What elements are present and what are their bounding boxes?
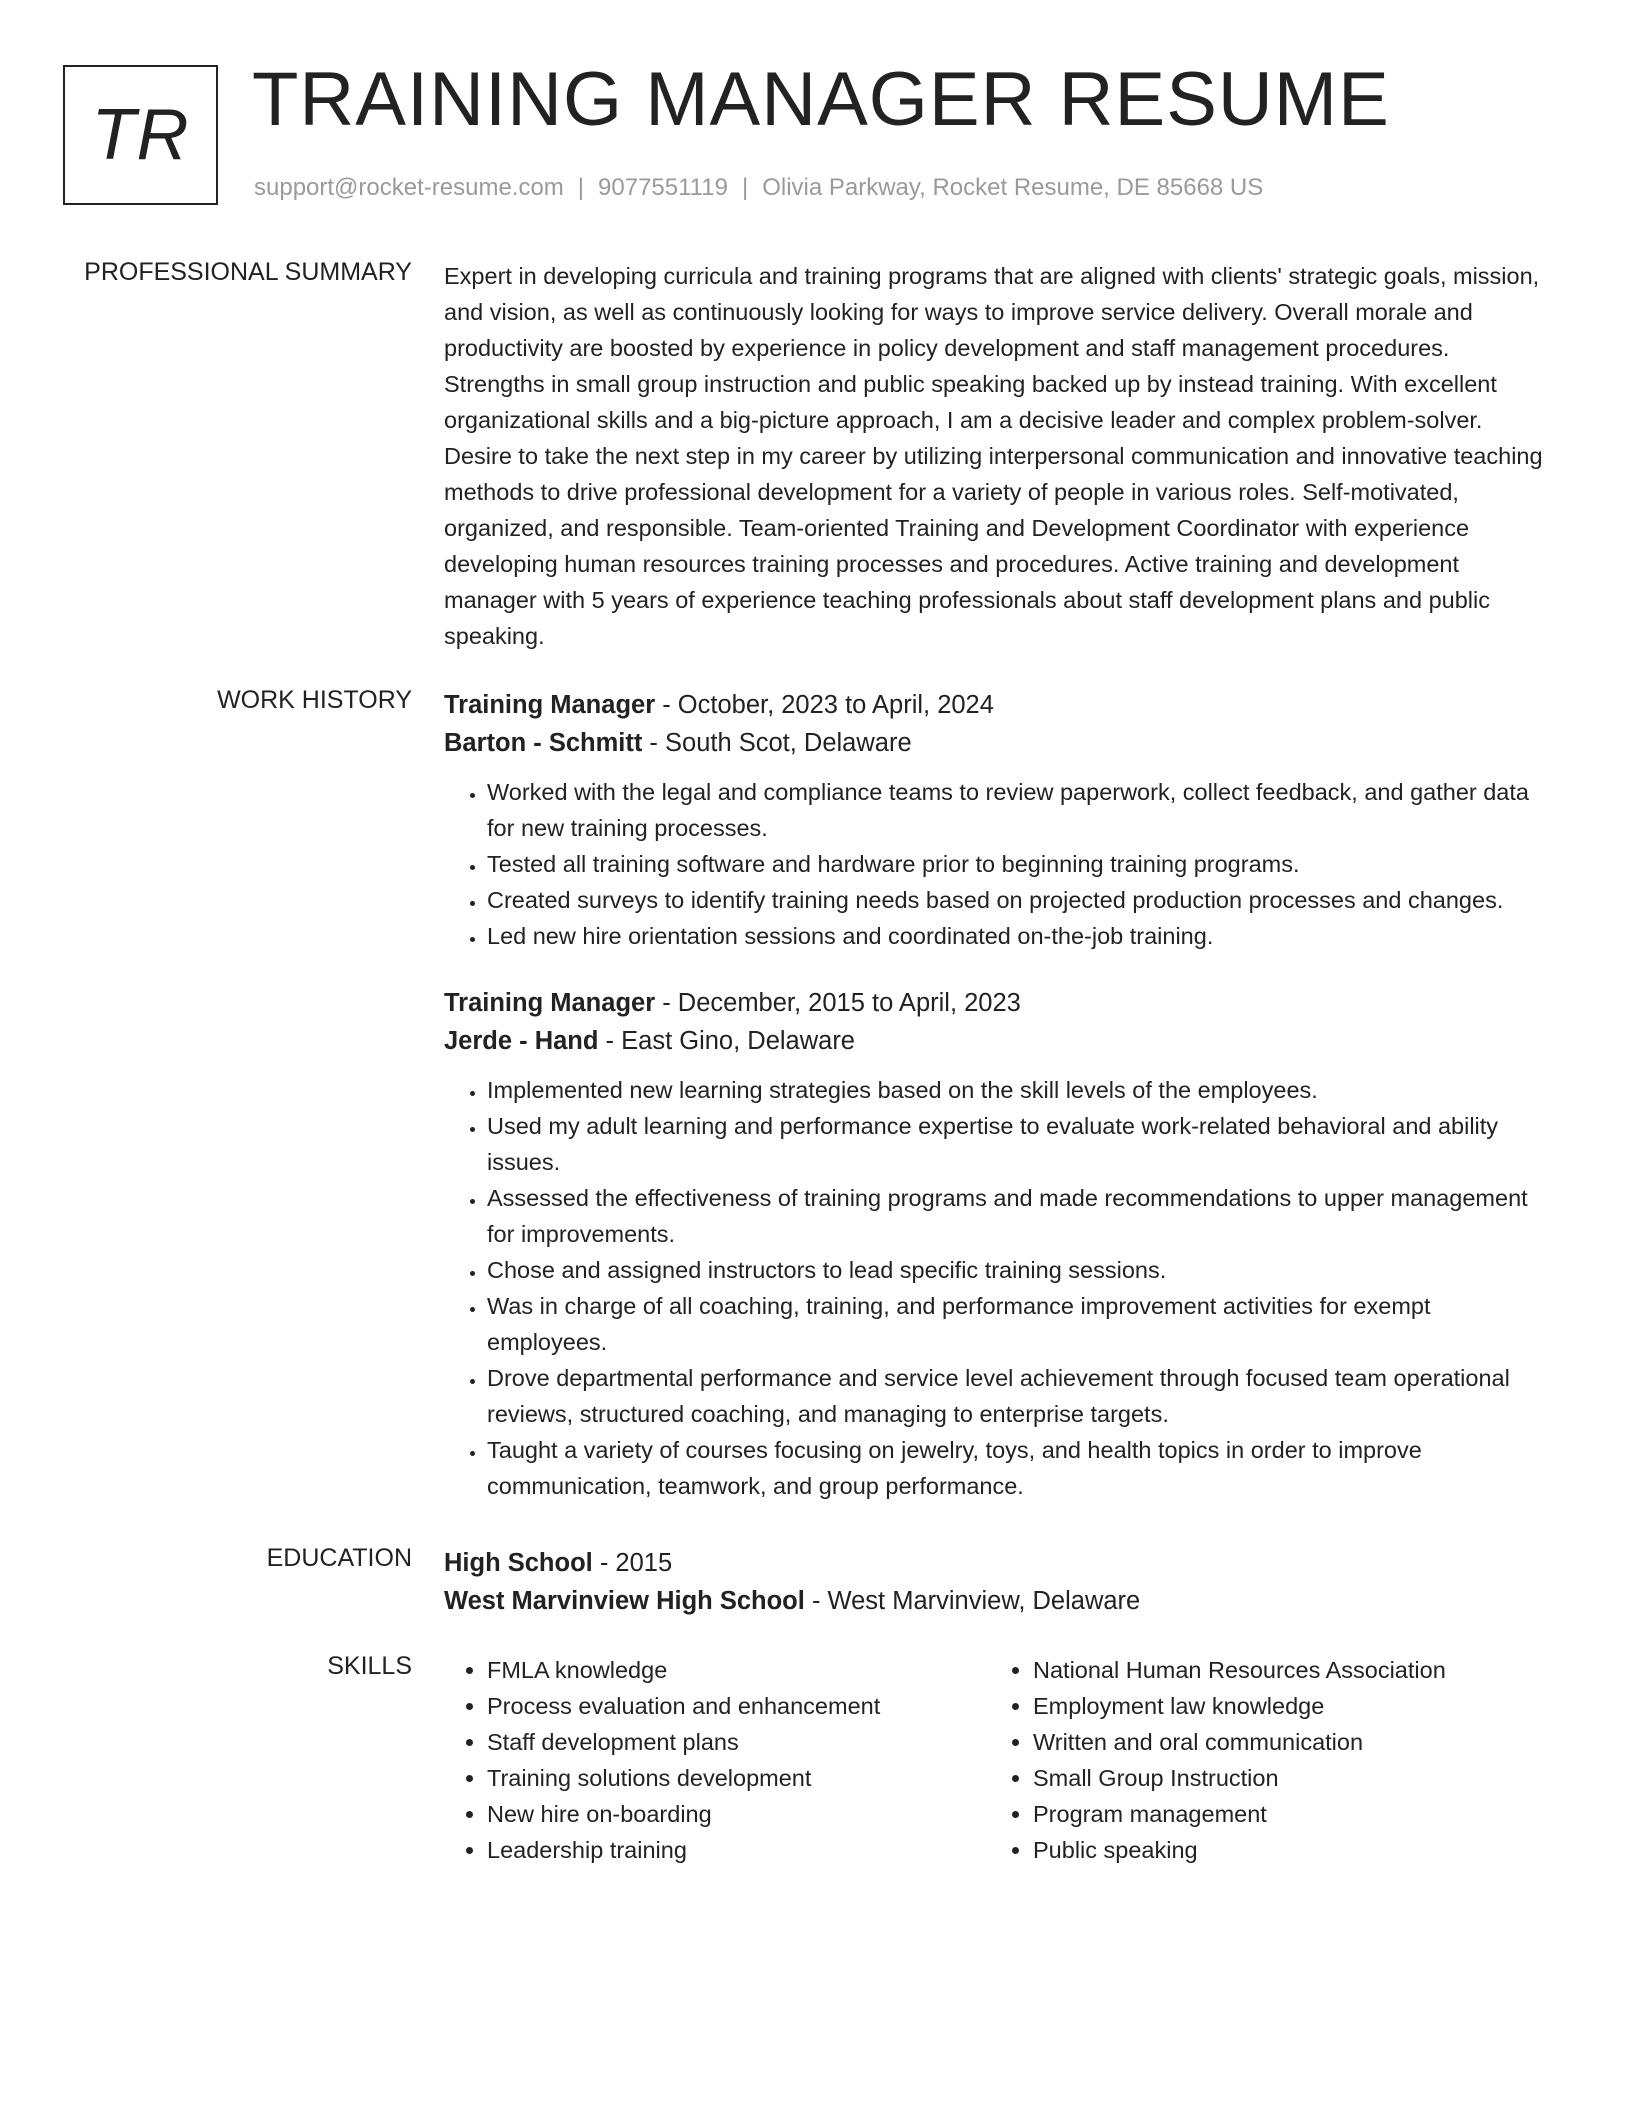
education-school-line [444,1582,1554,1620]
job-bullet: • Created surveys to identify training needs based on projected production processes and changes. [487,882,1554,918]
work-history-body [444,686,1554,1504]
contact-separator: | [577,174,585,201]
skills-body [444,1652,1554,1868]
skill-item: • Process evaluation and enhancement [487,1688,990,1724]
skill-item: • National Human Resources Association [1033,1652,1536,1688]
job-company-line [444,1022,1554,1060]
job-title: Training Manager [444,691,656,719]
job-bullets [444,774,1554,954]
job-title: Training Manager [444,989,656,1017]
job-location: - East Gino, Delaware [598,1027,855,1055]
skill-item: • Employment law knowledge [1033,1688,1536,1724]
contact-address: Olivia Parkway, Rocket Resume, DE 85668 US [762,174,1264,201]
job-entry [444,686,1554,954]
education-school: West Marvinview High School [444,1587,805,1615]
job-bullet: • Drove departmental performance and service level achievement through focused team operational reviews, structured coaching, and managing to enterprise targets. [487,1360,1554,1432]
education-year: - 2015 [592,1549,673,1577]
job-title-line [444,984,1554,1022]
job-bullets [444,1072,1554,1504]
job-dates: - December, 2015 to April, 2023 [655,989,1021,1017]
section-heading-education: EDUCATION [266,1544,412,1572]
skills-list [444,1652,990,1868]
skill-item: • Leadership training [487,1832,990,1868]
job-bullet: • Led new hire orientation sessions and coordinated on-the-job training. [487,918,1554,954]
education-location: - West Marvinview, Delaware [804,1587,1141,1615]
skill-item: • Small Group Instruction [1033,1760,1536,1796]
job-bullet: • Was in charge of all coaching, training, and performance improvement activities for exempt employees. [487,1288,1554,1360]
job-company: Jerde - Hand [444,1027,599,1055]
job-location: - South Scot, Delaware [642,729,912,757]
skill-item: • FMLA knowledge [487,1652,990,1688]
skill-item: • New hire on-boarding [487,1796,990,1832]
skill-item: • Program management [1033,1796,1536,1832]
skill-item: • Written and oral communication [1033,1724,1536,1760]
skills-columns [444,1652,1554,1868]
monogram-logo: TR [63,65,218,205]
skills-column-right [990,1652,1536,1868]
contact-phone[interactable]: 9077551119 [598,174,728,201]
education-body [444,1544,1554,1620]
job-company-line [444,724,1554,762]
job-bullet: • Tested all training software and hardware prior to beginning training programs. [487,846,1554,882]
job-bullet: • Implemented new learning strategies based on the skill levels of the employees. [487,1072,1554,1108]
contact-email[interactable]: support@rocket-resume.com [254,174,564,201]
job-entry [444,984,1554,1504]
job-bullet: • Worked with the legal and compliance teams to review paperwork, collect feedback, and gather data for new training processes. [487,774,1554,846]
job-bullet: • Chose and assigned instructors to lead specific training sessions. [487,1252,1554,1288]
job-title-line [444,686,1554,724]
skills-column-left [444,1652,990,1868]
contact-separator: | [741,174,749,201]
section-heading-work: WORK HISTORY [217,686,412,714]
section-heading-summary: PROFESSIONAL SUMMARY [84,258,412,286]
section-heading-skills: SKILLS [327,1652,412,1680]
skills-list [990,1652,1536,1868]
education-degree-line [444,1544,1554,1582]
contact-line [254,174,1263,202]
skill-item: • Staff development plans [487,1724,990,1760]
education-degree: High School [444,1549,593,1577]
job-bullet: • Taught a variety of courses focusing on jewelry, toys, and health topics in order to improve communication, teamwork, and group performance. [487,1432,1554,1504]
job-bullet: • Assessed the effectiveness of training programs and made recommendations to upper management for improvements. [487,1180,1554,1252]
job-dates: - October, 2023 to April, 2024 [655,691,994,719]
summary-text: Expert in developing curricula and training programs that are aligned with clients' strategic goals, mission, and vision, as well as continuously looking for ways to improve service delivery. Overall morale and productivity are boosted by experience in policy development and staff management procedures. Strengths in small group instruction and public speaking backed up by instead training. With excellent organizational skills and a big-picture approach, I am a decisive leader and complex problem-solver. Desire to take the next step in my career by utilizing interpersonal communication and innovative teaching methods to drive professional development for a variety of people in various roles. Self-motivated, organized, and responsible. Team-oriented Training and Development Coordinator with experience developing human resources training processes and procedures. Active training and development manager with 5 years of experience teaching professionals about staff development plans and public speaking. [444,263,1543,649]
job-company: Barton - Schmitt [444,729,643,757]
skill-item: • Training solutions development [487,1760,990,1796]
skill-item: • Public speaking [1033,1832,1536,1868]
page-title: TRAINING MANAGER RESUME [252,57,1390,142]
job-bullet: • Used my adult learning and performance expertise to evaluate work-related behavioral and ability issues. [487,1108,1554,1180]
